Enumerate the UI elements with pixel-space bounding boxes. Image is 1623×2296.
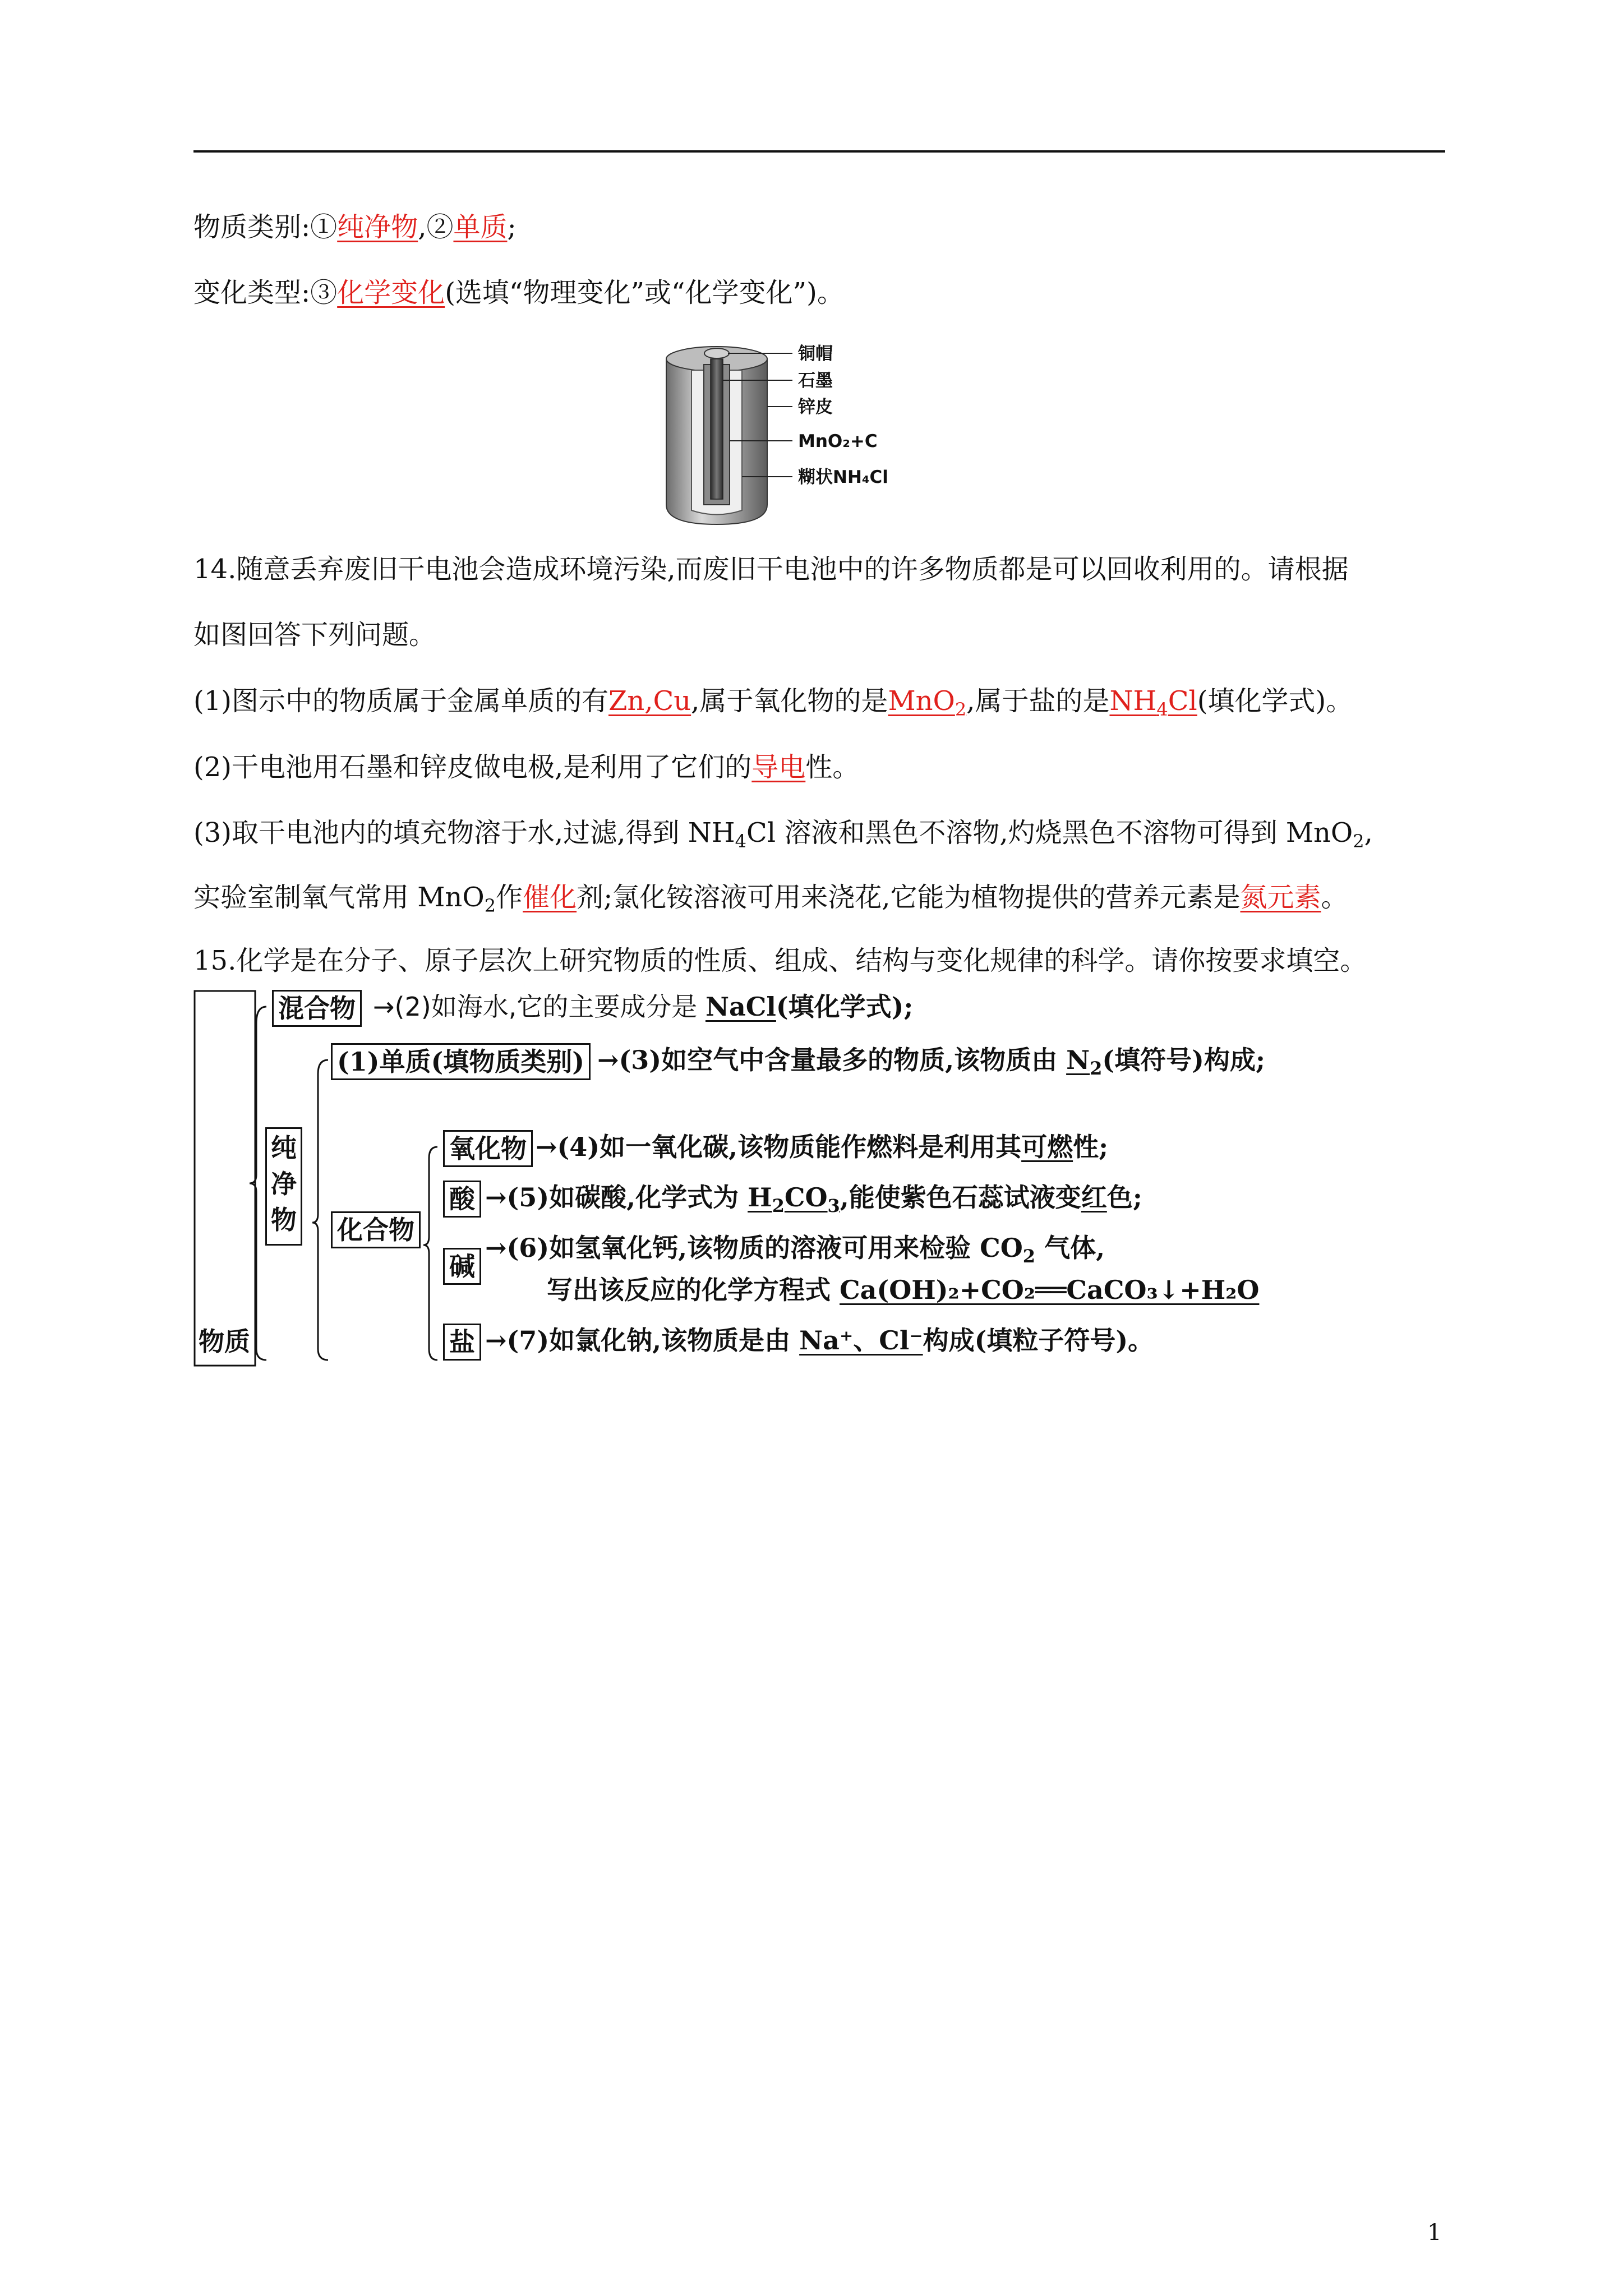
acid-box: 酸 bbox=[443, 1181, 481, 1218]
q14-part-3-line-1: (3)取干电池内的填充物溶于水,过滤,得到 $NH_4Cl$ 溶液和黑色不溶物,灼烧黑色不溶物可得到 MnO$_2$, bbox=[193, 817, 1373, 852]
answer-metals: Zn,Cu bbox=[608, 685, 691, 717]
q13-line-2: 变化类型:③化学变化(选填“物理变化”或“化学变化”)。 bbox=[193, 277, 844, 308]
acid-desc: →(5)如碳酸,化学式为 $H_2CO_3$,能使紫色石蕊试液变红色; bbox=[485, 1182, 1142, 1216]
base-equation-answer: Ca(OH)₂+CO₂══CaCO₃↓+H₂O bbox=[840, 1275, 1260, 1305]
graphite-rod bbox=[711, 359, 723, 499]
mixture-answer: NaCl bbox=[705, 992, 776, 1022]
answer-2: 单质 bbox=[453, 211, 508, 243]
q13-line-1: 物质类别:①纯净物,②单质; bbox=[193, 211, 517, 243]
element-box: (1)单质(填物质类别) bbox=[331, 1043, 591, 1080]
oxide-answer: 可燃 bbox=[1021, 1132, 1073, 1162]
copper-cap bbox=[704, 348, 729, 358]
base-box: 碱 bbox=[443, 1248, 481, 1285]
element-desc: →(3)如空气中含量最多的物质,该物质由 $N_2$(填符号)构成; bbox=[597, 1045, 1265, 1079]
answer-salt: $NH_4Cl$ bbox=[1109, 685, 1197, 720]
q15-stem: 15.化学是在分子、原子层次上研究物质的性质、组成、结构与变化规律的科学。请你按要求填空。 bbox=[193, 945, 1367, 976]
answer-catalyst: 催化 bbox=[523, 882, 577, 913]
q14-part-3-line-2: 实验室制氧气常用 MnO$_2$作催化剂;氯化铵溶液可用来浇花,它能为植物提供的营养元素是氮元素。 bbox=[193, 882, 1348, 916]
salt-answer: Na⁺、Cl⁻ bbox=[799, 1325, 923, 1356]
label-zinc: 锌皮 bbox=[798, 397, 833, 417]
base-desc-line-1: →(6)如氢氧化钙,该物质的溶液可用来检验 $CO_2$ 气体, bbox=[485, 1233, 1105, 1267]
q14-part-1: (1)图示中的物质属于金属单质的有Zn,Cu,属于氧化物的是MnO$_2$,属于盐的是$NH_4Cl$(填化学式)。 bbox=[193, 685, 1353, 720]
salt-desc: →(7)如氯化钠,该物质是由 Na⁺、Cl⁻构成(填粒子符号)。 bbox=[485, 1325, 1154, 1356]
acid-answer: $H_2CO_3$ bbox=[748, 1182, 840, 1216]
element-answer: $N_2$ bbox=[1066, 1045, 1103, 1079]
classification-diagram bbox=[193, 990, 1315, 1382]
pure-label: 纯 净 物 bbox=[271, 1133, 297, 1235]
oxide-desc: →(4)如一氧化碳,该物质能作燃料是利用其可燃性; bbox=[536, 1132, 1109, 1162]
mixture-box: 混合物 bbox=[272, 990, 362, 1027]
root-box bbox=[195, 991, 255, 1366]
label-copper-cap: 铜帽 bbox=[798, 344, 833, 364]
brace-compound bbox=[423, 1147, 437, 1360]
oxide-box: 氧化物 bbox=[443, 1130, 533, 1167]
q14-stem-line-2: 如图回答下列问题。 bbox=[193, 619, 436, 651]
q14-stem-line-1: 14.随意丢弃废旧干电池会造成环境污染,而废旧干电池中的许多物质都是可以回收利用的。请根据 bbox=[193, 554, 1349, 585]
q13-label-change: 变化类型:③ bbox=[193, 277, 338, 308]
q14-part-2: (2)干电池用石墨和锌皮做电极,是利用了它们的导电性。 bbox=[193, 751, 860, 783]
dry-battery-figure bbox=[663, 336, 955, 527]
header-rule bbox=[193, 150, 1445, 153]
label-graphite: 石墨 bbox=[798, 371, 833, 391]
acid-color-answer: 红 bbox=[1081, 1182, 1107, 1212]
answer-oxide: MnO$_2$ bbox=[888, 685, 967, 720]
brace-root bbox=[250, 1007, 266, 1360]
answer-1: 纯净物 bbox=[337, 211, 418, 243]
base-desc-line-2: 写出该反应的化学方程式 Ca(OH)₂+CO₂══CaCO₃↓+H₂O bbox=[547, 1275, 1260, 1305]
q13-label-category: 物质类别:① bbox=[193, 211, 338, 243]
compound-box: 化合物 bbox=[331, 1211, 421, 1248]
answer-conductivity: 导电 bbox=[751, 751, 806, 783]
mixture-desc: →(2)如海水,它的主要成分是 NaCl(填化学式); bbox=[373, 992, 914, 1022]
root-label: 物质 bbox=[199, 1326, 250, 1357]
answer-nitrogen: 氮元素 bbox=[1240, 882, 1321, 913]
label-nh4cl: 糊状NH₄Cl bbox=[798, 467, 888, 487]
page-number: 1 bbox=[1427, 2220, 1442, 2246]
answer-3: 化学变化 bbox=[337, 277, 445, 308]
salt-box: 盐 bbox=[443, 1324, 481, 1361]
brace-pure bbox=[312, 1060, 328, 1360]
label-mno2-c: MnO₂+C bbox=[798, 431, 878, 451]
